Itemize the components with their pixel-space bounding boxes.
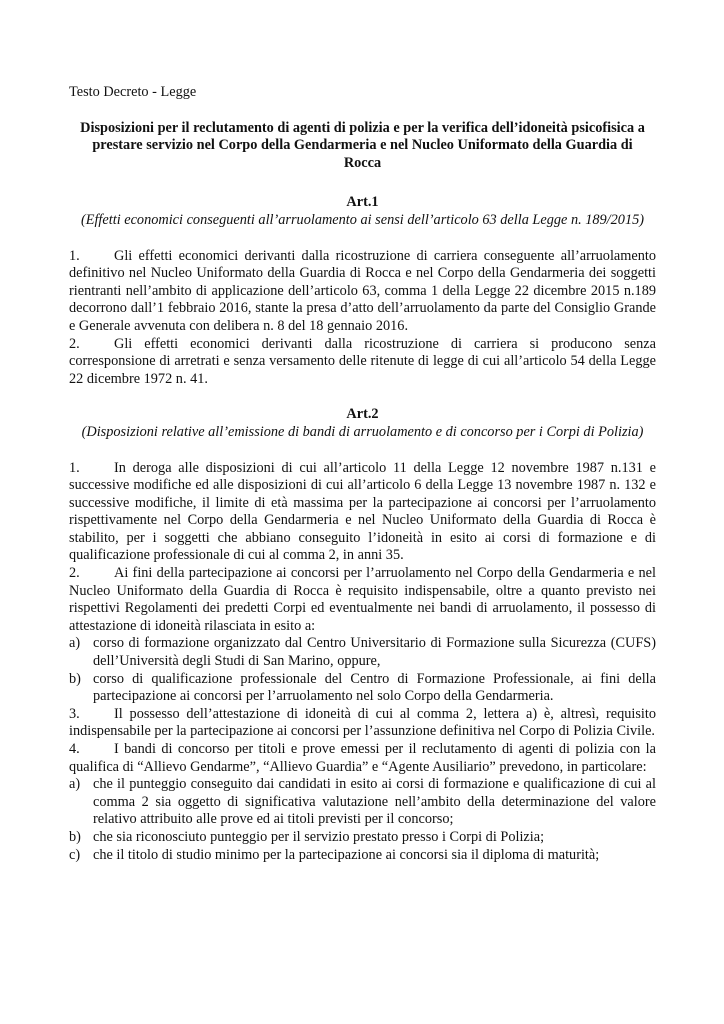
list-text: che sia riconosciuto punteggio per il servizio prestato presso i Corpi di Polizia; bbox=[93, 828, 545, 845]
document-title: Disposizioni per il reclutamento di agenti di polizia e per la verifica dell’idoneità psicofisica a prestare servizio nel Corpo della Gendarmeria e nel Nucleo Uniformato della Guardia di Rocca bbox=[80, 119, 645, 171]
article-1-paragraph-2 bbox=[69, 336, 656, 389]
paragraph-number: 2. bbox=[69, 335, 80, 352]
article-1-paragraph-1 bbox=[69, 248, 656, 336]
list-item bbox=[69, 671, 656, 706]
document-page bbox=[69, 84, 656, 864]
list-text: che il punteggio conseguito dai candidati in esito ai corsi di formazione e qualificazione di cui al comma 2 sia oggetto di significativa valutazione nell’ambito della determinazione del valore relativo attribuito alle prove ed ai titoli previsti per il concorso; bbox=[93, 776, 656, 828]
article-1-title: Art.1 bbox=[346, 194, 379, 211]
paragraph-text: I bandi di concorso per titoli e prove emessi per il reclutamento di agenti di polizia con la qualifica di “Allievo Gendarme”, “Allievo Guardia” e “Agente Ausiliario” prevedono, in particolare: bbox=[69, 741, 656, 775]
paragraph-number: 4. bbox=[69, 741, 80, 757]
list-item bbox=[69, 776, 656, 829]
list-item bbox=[69, 847, 656, 865]
paragraph-number: 2. bbox=[69, 565, 80, 582]
paragraph-number: 3. bbox=[69, 705, 80, 722]
list-text: corso di qualificazione professionale del Centro di Formazione Professionale, ai fini della partecipazione ai concorsi per l’arruolamento nel solo Corpo della Gendarmeria. bbox=[93, 670, 656, 705]
list-text: corso di formazione organizzato dal Centro Universitario di Formazione sulla Sicurezza (CUFS) dell’Università degli Studi di San Marino, oppure, bbox=[93, 635, 656, 670]
document-header: Testo Decreto - Legge bbox=[69, 84, 197, 100]
list-letter: b) bbox=[69, 828, 81, 845]
article-2-paragraph-3 bbox=[69, 706, 656, 741]
paragraph-text: Gli effetti economici derivanti dalla ricostruzione di carriera si producono senza corresponsione di arretrati e senza versamento delle ritenute di legge di cui all’articolo 54 della Legge 22 dicembre 1972 n. 41. bbox=[69, 335, 656, 387]
list-letter: c) bbox=[69, 846, 81, 863]
article-2-title: Art.2 bbox=[346, 406, 379, 423]
list-item bbox=[69, 635, 656, 670]
paragraph-text: Gli effetti economici derivanti dalla ricostruzione di carriera conseguente all’arruolamento definitivo nel Nucleo Uniformato della Guardia di Rocca e nel Corpo della Gendarmeria dei soggetti rientranti nell’ambito di applicazione dell’articolo 63, comma 1 della Legge 22 dicembre 2015 n.189 decorrono dall’1 febbraio 2016, stante la presa d’atto dell’arruolamento da parte del Consiglio Grande e Generale avvenuta con delibera n. 8 del 18 gennaio 2016. bbox=[69, 247, 656, 334]
article-1-subtitle: (Effetti economici conseguenti all’arruolamento ai sensi dell’articolo 63 della Legge n. 189/2015) bbox=[80, 211, 645, 228]
list-item bbox=[69, 829, 656, 847]
paragraph-text: Il possesso dell’attestazione di idoneità di cui al comma 2, lettera a) è, altresì, requisito indispensabile per la partecipazione ai concorsi per l’assunzione definitiva nel Corpo di Polizia Civile. bbox=[69, 705, 656, 740]
paragraph-number: 1. bbox=[69, 247, 80, 264]
article-2-subtitle: (Disposizioni relative all’emissione di bandi di arruolamento e di concorso per i Corpi di Polizia) bbox=[81, 423, 644, 440]
list-letter: a) bbox=[69, 635, 81, 652]
article-2-paragraph-2 bbox=[69, 565, 656, 635]
list-text: che il titolo di studio minimo per la partecipazione ai concorsi sia il diploma di maturità; bbox=[93, 846, 600, 863]
article-2-paragraph-1 bbox=[69, 460, 656, 566]
article-2-paragraph-4 bbox=[69, 741, 656, 776]
paragraph-text: In deroga alle disposizioni di cui all’articolo 11 della Legge 12 novembre 1987 n.131 e successive modifiche ed alle disposizioni di cui all’articolo 6 della Legge 13 novembre 1987 n. 132 e successive modifiche, il limite di età massima per la partecipazione ai concorsi per l’arruolamento rispettivamente nel Corpo della Gendarmeria e nel Nucleo Uniformato della Guardia di Rocca è stabilito, per i soggetti che abbiano conseguito l’idoneità in esito ai corsi di formazione e di qualificazione professionale di cui al comma 2, in anni 35. bbox=[69, 459, 656, 564]
list-letter: b) bbox=[69, 670, 81, 687]
paragraph-text: Ai fini della partecipazione ai concorsi per l’arruolamento nel Corpo della Gendarmeria e nel Nucleo Uniformato della Guardia di Rocca è requisito indispensabile, oltre a quanto previsto nei rispettivi Regolamenti dei predetti Corpi ed eventualmente nei bandi di arruolamento, il possesso di attestazione di idoneità rilasciata in esito a: bbox=[69, 565, 656, 634]
list-letter: a) bbox=[69, 776, 81, 793]
paragraph-number: 1. bbox=[69, 459, 80, 476]
